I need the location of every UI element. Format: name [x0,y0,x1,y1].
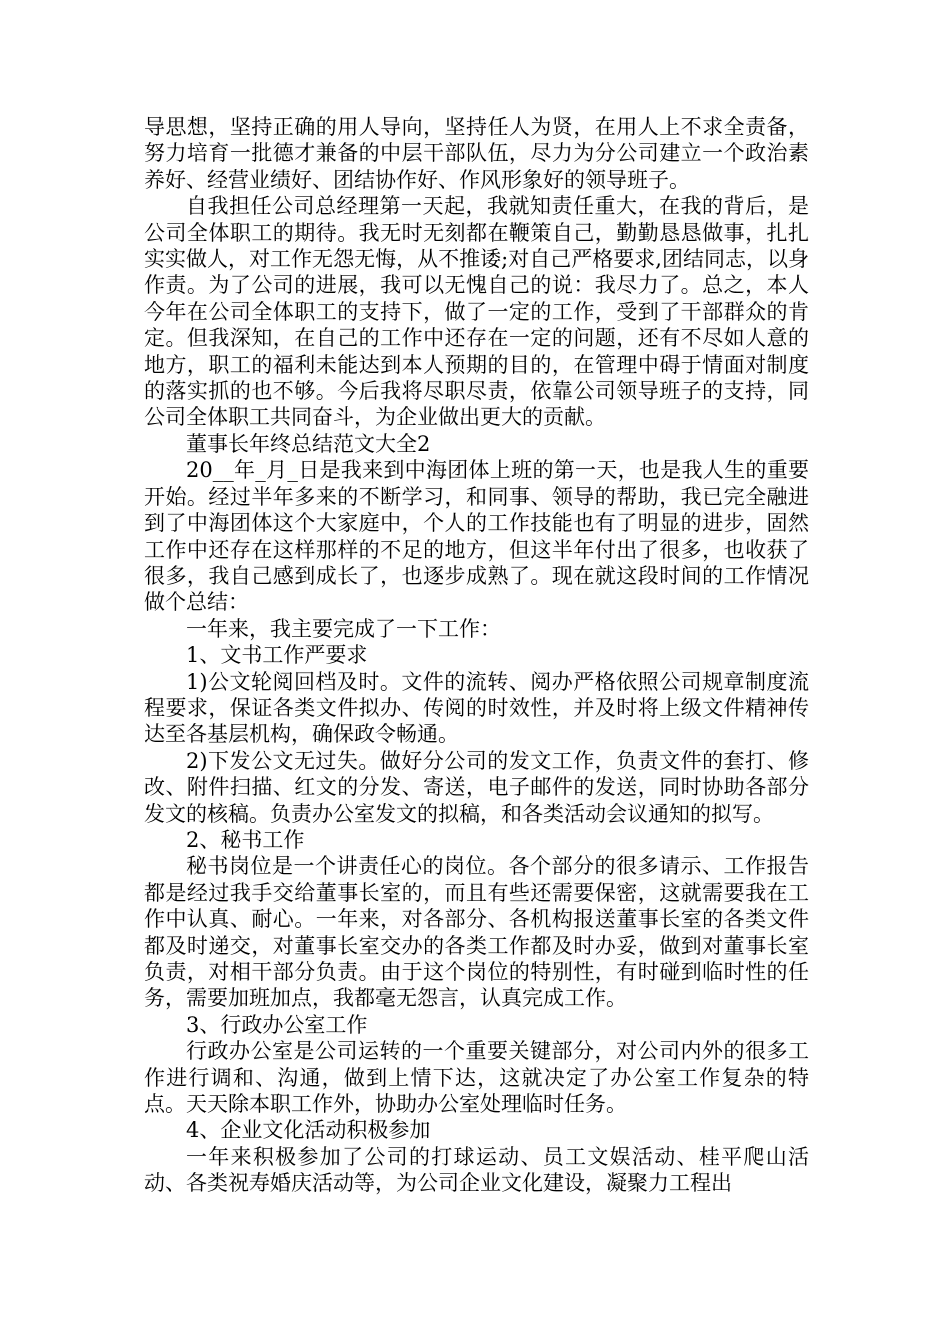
paragraph-secretary: 秘书岗位是一个讲责任心的岗位。各个部分的很多请示、工作报告都是经过我手交给董事长室的，而且有些还需要保密，这就需要我在工作中认真、耐心。一年来，对各部分、各机构报送董事长室的各类文件都及时递交，对董事长室交办的各类工作都及时办妥，做到对董事长室负责，对相干部分负责。由于这个岗位的特别性，有时碰到临时性的任务，需要加班加点，我都毫无怨言，认真完成工作。 [144,854,809,1011]
paragraph-self-review: 自我担任公司总经理第一天起，我就知责任重大，在我的背后，是公司全体职工的期待。我无时无刻都在鞭策自己，勤勤恳恳做事，扎扎实实做人，对工作无怨无悔，从不推诿;对自己严格要求,团结同志，以身作责。为了公司的进展，我可以无愧自己的说：我尽力了。总之，本人今年在公司全体职工的支持下，做了一定的工作，受到了干部群众的肯定。但我深知，在自己的工作中还存在一定的问题，还有不尽如人意的地方，职工的福利未能达到本人预期的目的，在管理中碍于情面对制度的落实抓的也不够。今后我将尽职尽责，依靠公司领导班子的支持，同公司全体职工共同奋斗，为企业做出更大的贡献。 [144,194,809,430]
subheading-admin-office: 3、行政办公室工作 [186,1012,368,1037]
paragraph-admin-office: 行政办公室是公司运转的一个重要关键部分，对公司内外的很多工作进行调和、沟通，做到上情下达，这就决定了办公室工作复杂的特点。天天除本职工作外，协助办公室处理临时任务。 [144,1039,809,1117]
list-item-circulation: 1)公文轮阅回档及时。文件的流转、阅办严格依照公司规章制度流程要求，保证各类文件拟办、传阅的时效性，并及时将上级文件精神传达至各基层机构，确保政令畅通。 [144,669,809,747]
paragraph-summary-lead: 一年来，我主要完成了一下工作： [186,616,501,641]
paragraph-continued: 导思想，坚持正确的用人导向，坚持任人为贤，在用人上不求全责备，努力培育一批德才兼备的中层干部队伍，尽力为分公司建立一个政治素养好、经营业绩好、团结协作好、作风形象好的领导班子。 [144,115,809,192]
subheading-document-work: 1、文书工作严要求 [186,643,368,668]
paragraph-intro: 20__年_月_日是我来到中海团体上班的第一天，也是我人生的重要开始。经过半年多来的不断学习，和同事、领导的帮助，我已完全融进到了中海团体这个大家庭中，个人的工作技能也有了明显的进步，固然工作中还存在这样那样的不足的地方，但这半年付出了很多，也收获了很多，我自己感到成长了，也逐步成熟了。现在就这段时间的工作情况做个总结： [144,458,809,615]
document-body [144,114,809,1197]
section-heading: 董事长年终总结范文大全2 [186,431,431,456]
list-item-dispatch: 2)下发公文无过失。做好分公司的发文工作，负责文件的套打、修改、附件扫描、红文的分发、寄送，电子邮件的发送，同时协助各部分发文的核稿。负责办公室发文的拟稿，和各类活动会议通知的拟写。 [144,748,809,826]
subheading-culture-activities: 4、企业文化活动积极参加 [186,1118,431,1143]
subheading-secretary-work: 2、秘书工作 [186,827,305,852]
paragraph-culture-activities: 一年来积极参加了公司的打球运动、员工文娱活动、桂平爬山活动、各类祝寿婚庆活动等，为公司企业文化建设，凝聚力工程出 [144,1144,809,1196]
